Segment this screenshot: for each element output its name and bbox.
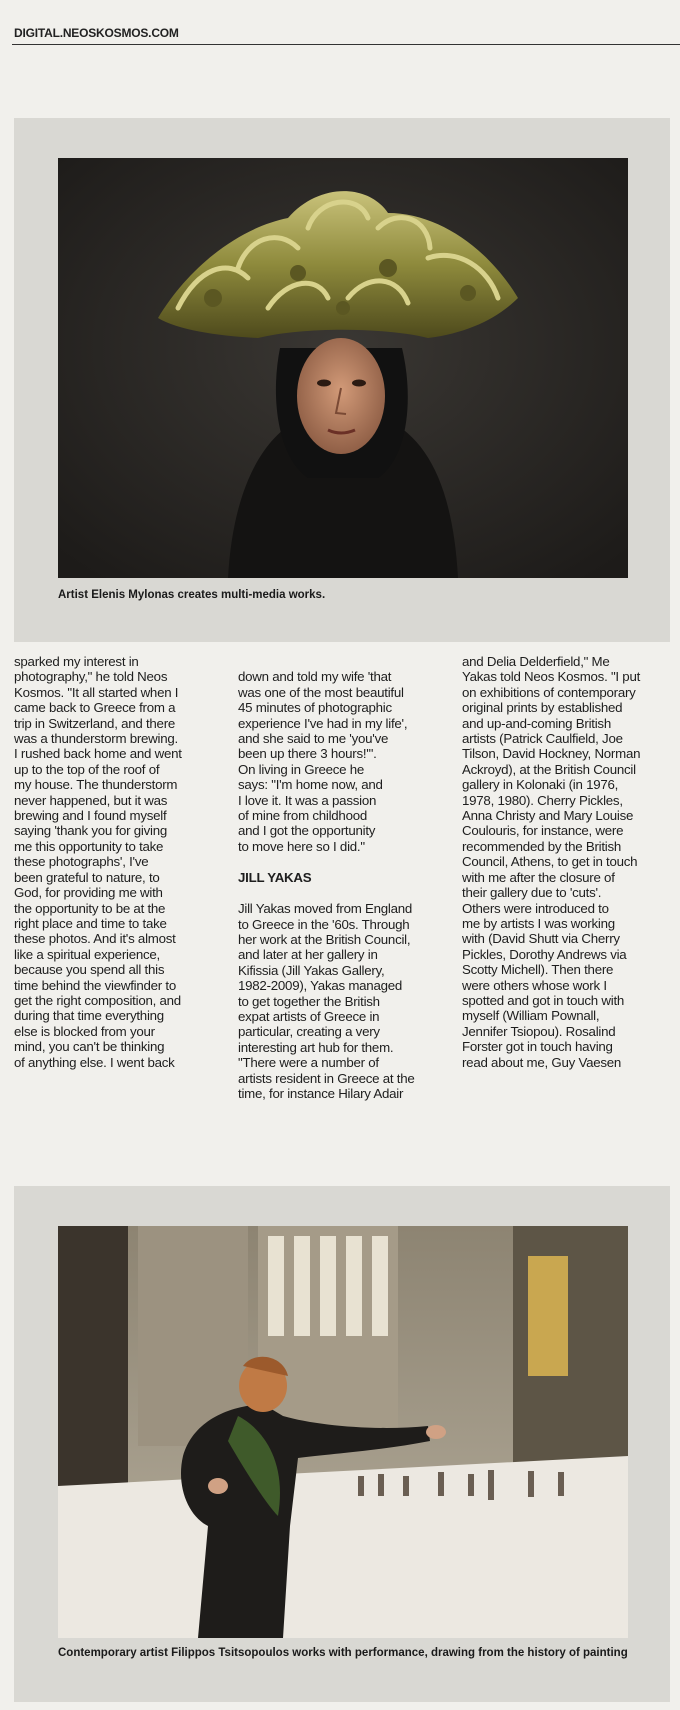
article-column-3: and Delia Delderfield," Me Yakas told Neos Kosmos. "I put on exhibitions of contemporary original prints by established and up-and-coming British artists (Patrick Caulfield, Joe Tilson, David Hockney, Norman Ackroyd), at the British Council gallery in Kolonaki (in 1976, 1978, 1980). Cherry Pickles, Anna Christy and Mary Louise Coulouris, for instance, were recommended by the British Council, Athens, to get in touch with me after the closure of their gallery due to 'cuts'. Others were introduced to me by artists I was working with (David Shutt via Cherry Pickles, Dorothy Andrews via Scotty Michell). Then there were others whose work I spotted and got in touch with myself (William Pownall, Jennifer Tsiopou). Rosalind Forster got in touch having read about me, Guy Vaesen	[462, 654, 641, 1070]
photo-elenis-mylonas	[58, 158, 628, 578]
header-rule	[12, 44, 680, 45]
photo1-caption: Artist Elenis Mylonas creates multi-media works.	[58, 589, 326, 601]
section-heading-jill-yakas: JILL YAKAS	[238, 870, 312, 886]
article-body	[14, 654, 670, 1164]
masthead: DIGITAL.NEOSKOSMOS.COM	[14, 26, 179, 40]
photo-filippos-tsitsopoulos	[58, 1226, 628, 1638]
photo-elenis-mylonas-drawing	[58, 158, 628, 578]
photo-filippos-tsitsopoulos-drawing	[58, 1226, 628, 1638]
photo2-caption: Contemporary artist Filippos Tsitsopoulos works with performance, drawing from the history of painting	[58, 1647, 628, 1659]
article-column-1: sparked my interest in photography," he told Neos Kosmos. "It all started when I came back to Greece from a trip in Switzerland, and there was a thunderstorm brewing. I rushed back home and went up to the top of the roof of my house. The thunderstorm never happened, but it was brewing and I found myself saying 'thank you for giving me this opportunity to take these photographs', I've been grateful to nature, to God, for providing me with the opportunity to be at the right place and time to take these photos. And it's almost like a spiritual experience, because you spend all this time behind the viewfinder to get the right composition, and during that time everything else is blocked from your mind, you can't be thinking of anything else. I went back	[14, 654, 182, 1070]
article-column-2-text-continued: Jill Yakas moved from England to Greece in the '60s. Through her work at the British Council, and later at her gallery in Kifissia (Jill Yakas Gallery, 1982-2009), Yakas managed to get together the British expat artists of Greece in particular, creating a very interesting art hub for them. "There were a number of artists resident in Greece at the time, for instance Hilary Adair	[238, 901, 415, 1101]
photo1-panel	[14, 118, 670, 642]
article-column-2	[238, 654, 446, 1101]
photo2-panel	[14, 1186, 670, 1702]
article-column-2-text: down and told my wife 'that was one of the most beautiful 45 minutes of photographic experience I've had in my life', and she said to me 'you've been up there 3 hours!'". On living in Greece he says: "I'm home now, and I love it. It was a passion of mine from childhood and I got the opportunity to move here so I did."	[238, 669, 408, 854]
